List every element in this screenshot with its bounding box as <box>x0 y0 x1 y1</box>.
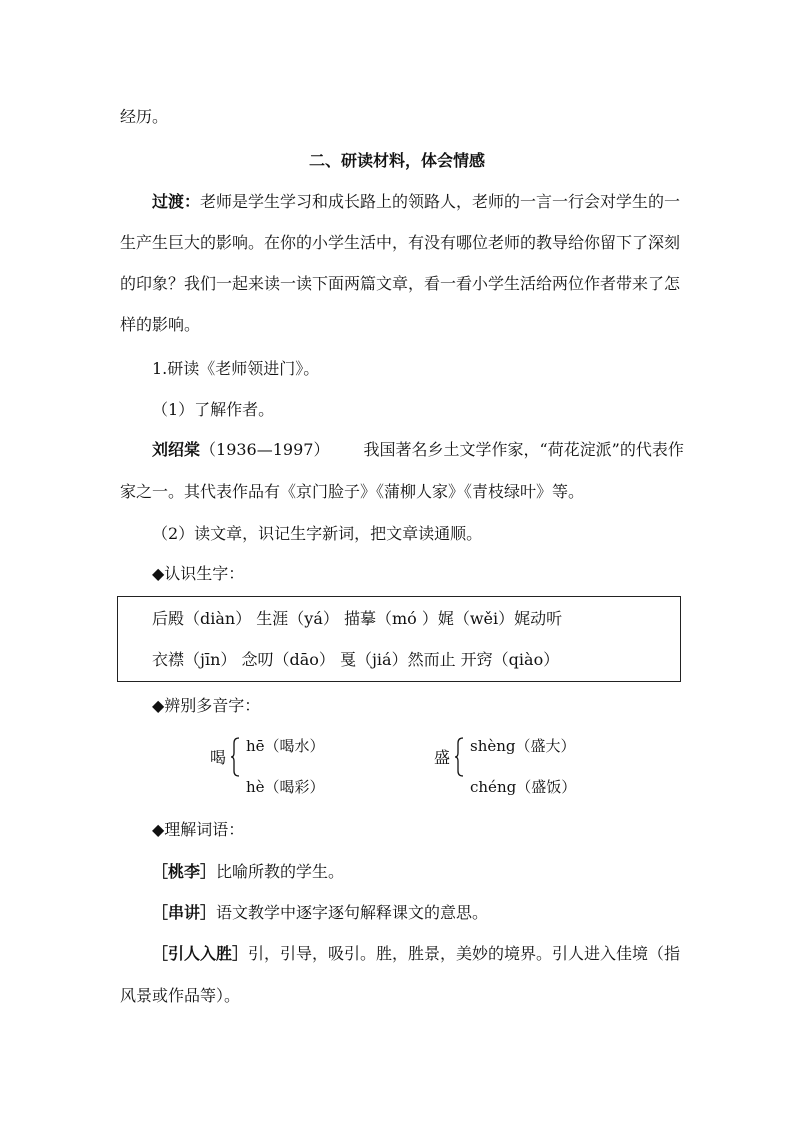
polyphone-reading-1a: hē（喝水） <box>246 737 325 755</box>
polyphone-char-2: 盛 <box>434 748 451 767</box>
task-1: 1.研读《老师领进门》。 <box>152 359 320 378</box>
polyphone-reading-2a: shèng（盛大） <box>470 737 576 755</box>
term-1 <box>152 861 344 883</box>
transition-line-3: 的印象？我们一起来读一读下面两篇文章，看一看小学生活给两位作者带来了怎 <box>120 274 681 293</box>
new-chars-heading: ◆认识生字： <box>152 564 245 583</box>
new-chars-row-1: 后殿（diàn） 生涯（yá） 描摹（mó ）娓（wěi）娓动听 <box>152 609 563 628</box>
subtask-1: （1）了解作者。 <box>152 400 275 419</box>
term-2 <box>152 902 488 924</box>
transition-label: 过渡： <box>152 192 201 211</box>
polyphone-reading-1b: hè（喝彩） <box>246 778 325 796</box>
term-label: ［串讲］ <box>152 903 217 922</box>
author-line-1 <box>152 439 684 461</box>
transition-text-1: 老师是学生学习和成长路上的领路人，老师的一言一行会对学生的一 <box>200 192 681 211</box>
author-name: 刘绍棠 <box>152 440 201 459</box>
author-years: （1936—1997） <box>200 440 330 459</box>
new-chars-box <box>117 596 681 682</box>
new-chars-row-2: 衣襟（jīn） 念叨（dāo） 戛（jiá）然而止 开窍（qiào） <box>152 650 560 669</box>
author-desc-1: 我国著名乡土文学作家，“荷花淀派”的代表作 <box>363 440 684 459</box>
term-definition: 语文教学中逐字逐句解释课文的意思。 <box>216 903 489 922</box>
brace-icon <box>230 737 240 777</box>
subtask-2: （2）读文章，识记生字新词，把文章读通顺。 <box>152 524 483 543</box>
intro-tail: 经历。 <box>120 107 169 126</box>
transition-line-1 <box>152 191 680 213</box>
transition-line-4: 样的影响。 <box>120 315 201 334</box>
brace-icon <box>454 737 464 777</box>
polyphone-reading-2b: chéng（盛饭） <box>470 778 577 796</box>
term-label: ［引人入胜］ <box>152 944 249 963</box>
words-heading: ◆理解词语： <box>152 820 245 839</box>
author-line-2: 家之一。其代表作品有《京门脸子》《蒲柳人家》《青枝绿叶》等。 <box>120 482 585 501</box>
term-definition: 引，引导，吸引。胜，胜景，美妙的境界。引人进入佳境（指 <box>248 944 681 963</box>
term-3-continued: 风景或作品等）。 <box>120 986 241 1005</box>
term-3 <box>152 943 680 965</box>
term-label: ［桃李］ <box>152 862 217 881</box>
polyphone-heading: ◆辨别多音字： <box>152 696 261 715</box>
transition-line-2: 生产生巨大的影响。在你的小学生活中，有没有哪位老师的教导给你留下了深刻 <box>120 233 681 252</box>
polyphone-char-1: 喝 <box>210 748 227 767</box>
section-title: 二、研读材料，体会情感 <box>308 151 485 170</box>
term-definition: 比喻所教的学生。 <box>216 862 345 881</box>
